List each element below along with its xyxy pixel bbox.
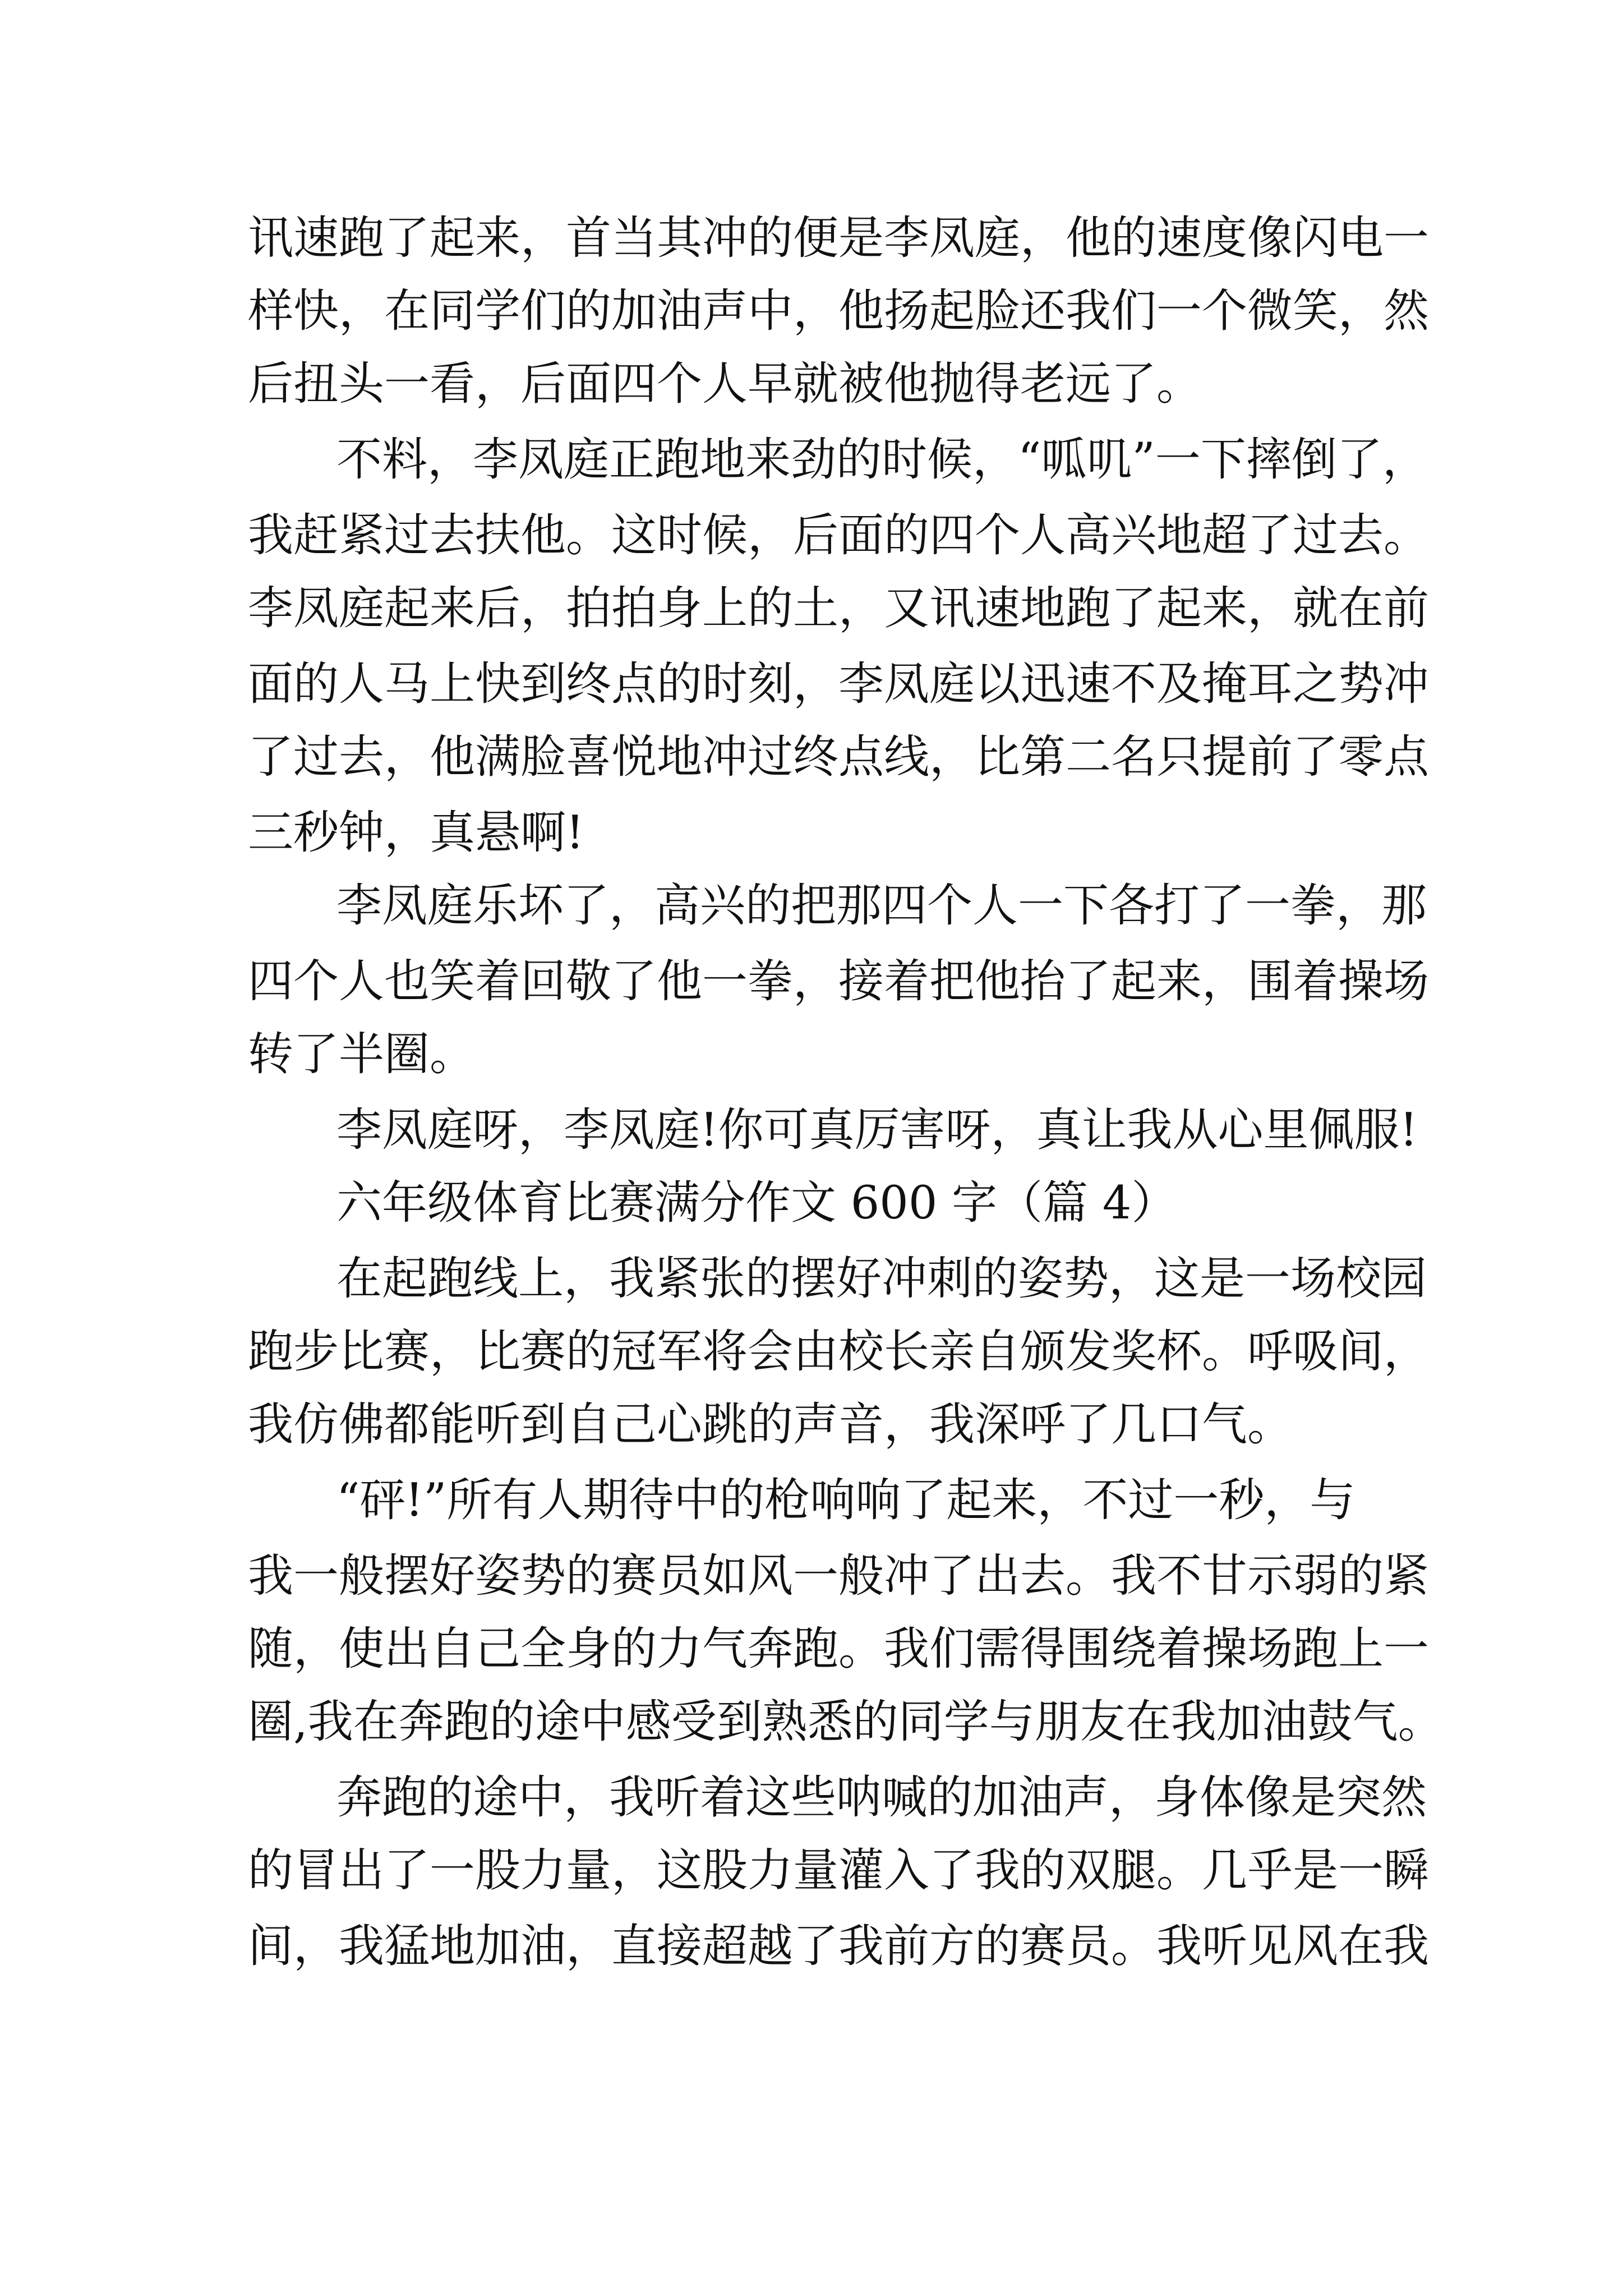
paragraph-first-line: 奔跑的途中，我听着这些呐喊的加油声，身体像是突然: [336, 1772, 1427, 1824]
text-line: 间，我猛地加油，直接超越了我前方的赛员。我听见风在我: [248, 1920, 1430, 1973]
paragraph-first-line: 李凤庭呀，李凤庭!你可真厉害呀，真让我从心里佩服!: [336, 1104, 1418, 1157]
paragraph-first-line: 李凤庭乐坏了，高兴的把那四个人一下各打了一拳，那: [336, 880, 1427, 932]
text-line: 面的人马上快到终点的时刻，李凤庭以迅速不及掩耳之势冲: [248, 658, 1430, 711]
text-line: 讯速跑了起来，首当其冲的便是李凤庭，他的速度像闪电一: [248, 212, 1430, 265]
text-line: 后扭头一看，后面四个人早就被他抛得老远了。: [248, 358, 1202, 411]
text-line: 圈,我在奔跑的途中感受到熟悉的同学与朋友在我加油鼓气。: [248, 1696, 1444, 1749]
text-line: 的冒出了一股力量，这股力量灌入了我的双腿。几乎是一瞬: [248, 1844, 1430, 1897]
text-line: 转了半圈。: [248, 1028, 476, 1081]
section-heading: 六年级体育比赛满分作文 600 字（篇 4）: [336, 1177, 1177, 1230]
paragraph-first-line: “砰!”所有人期待中的枪响响了起来，不过一秒，与: [336, 1474, 1355, 1527]
text-line: 样快，在同学们的加油声中，他扬起脸还我们一个微笑，然: [248, 285, 1430, 338]
text-line: 李凤庭起来后，拍拍身上的土，又讯速地跑了起来，就在前: [248, 582, 1430, 635]
text-line: 我仿佛都能听到自己心跳的声音，我深呼了几口气。: [248, 1398, 1293, 1451]
text-line: 四个人也笑着回敬了他一拳，接着把他抬了起来，围着操场: [248, 955, 1430, 1008]
paragraph-first-line: 在起跑线上，我紧张的摆好冲刺的姿势，这是一场校园: [336, 1253, 1427, 1305]
text-line: 我赶紧过去扶他。这时候，后面的四个人高兴地超了过去。: [248, 509, 1430, 562]
text-line: 了过去，他满脸喜悦地冲过终点线，比第二名只提前了零点: [248, 731, 1430, 784]
text-line: 随，使出自己全身的力气奔跑。我们需得围绕着操场跑上一: [248, 1623, 1430, 1676]
text-line: 跑步比赛，比赛的冠军将会由校长亲自颁发奖杯。呼吸间，: [248, 1326, 1430, 1378]
text-line: 三秒钟，真悬啊!: [248, 807, 584, 859]
text-line: 我一般摆好姿势的赛员如风一般冲了出去。我不甘示弱的紧: [248, 1550, 1430, 1603]
paragraph-first-line: 不料，李凤庭正跑地来劲的时候，“呱叽”一下摔倒了，: [336, 434, 1428, 486]
